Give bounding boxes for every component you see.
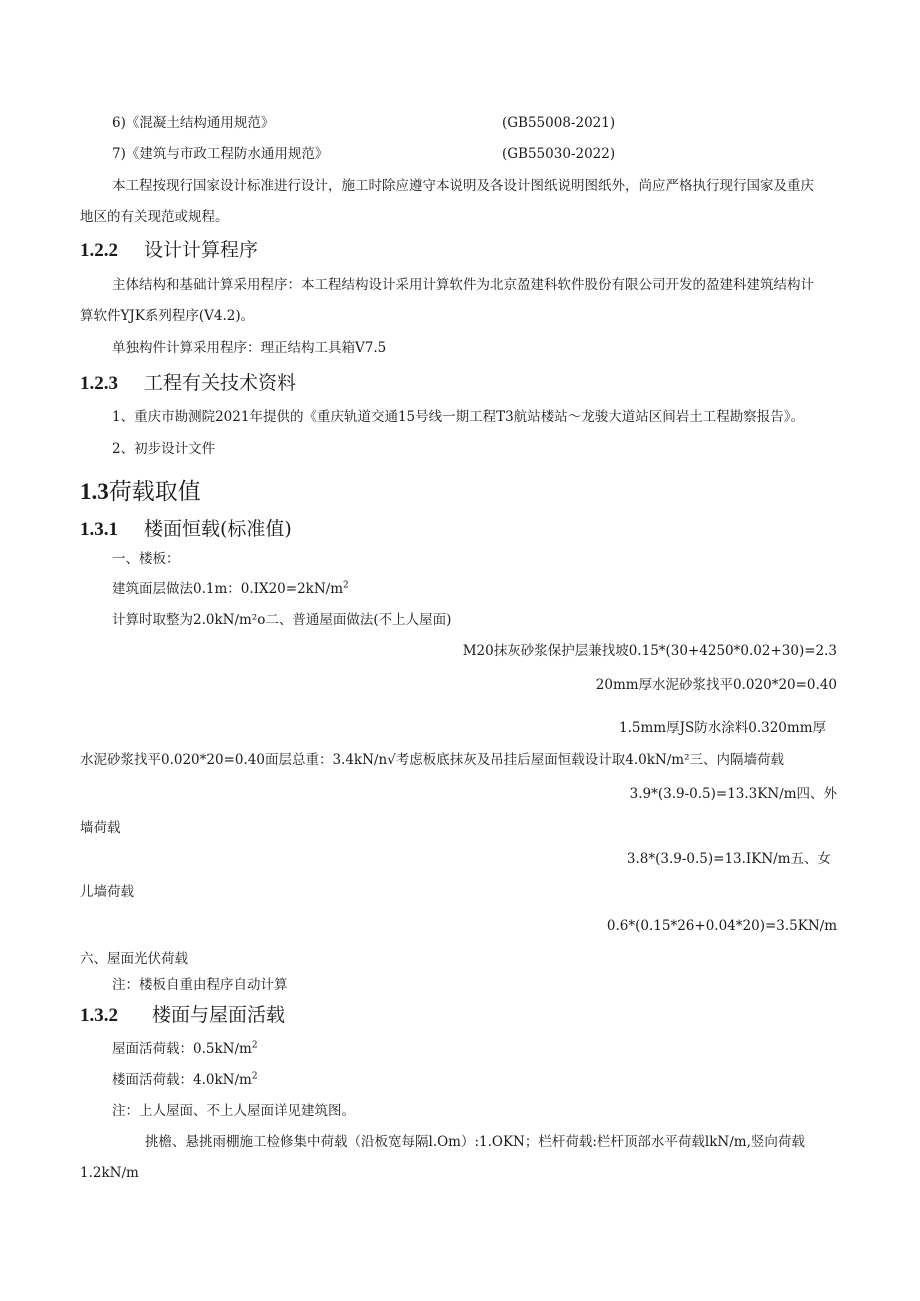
s123-item-2: 2、初步设计文件 (112, 441, 216, 457)
section-number: 1.3.1 (80, 519, 118, 540)
standard-7-code: (GB55030-2022) (502, 146, 616, 162)
s123-item-1: 1、重庆市勘测院2021年提供的《重庆轨道交通15号线一期工程T3航站楼站～龙骏大道站区间岩土工程勘察报告》。 (112, 409, 804, 425)
s131-line-3: M20抹灰砂浆保护层兼找坡0.15*(30+4250*0.02+30)=2.3 (462, 643, 837, 659)
section-heading-1-2-3 (80, 371, 296, 396)
standard-6-name: 6)《混凝土结构通用规范》 (112, 115, 275, 131)
standard-6-code: (GB55008-2021) (502, 115, 616, 131)
section-heading-1-3-1 (80, 517, 292, 542)
s131-line-8: 墙荷载 (80, 820, 121, 836)
s131-line-6: 水泥砂浆找平0.020*20=0.40面层总重：3.4kN∕n√考虑板底抹灰及吊挂后屋面恒载设计取4.0kN∕m²三、内隔墙荷载 (80, 752, 784, 768)
s131-line-7: 3.9*(3.9-0.5)=13.3KN∕m四、外 (629, 786, 837, 802)
intro-line-2: 地区的有关现范或规程。 (80, 209, 229, 225)
standard-7-name: 7)《建筑与市政工程防水通用规范》 (112, 146, 329, 162)
section-title: 楼面恒载(标准值) (144, 518, 292, 540)
s131-line-12: 六、屋面光伏荷载 (80, 951, 188, 967)
section-title: 楼面与屋面活载 (152, 1004, 286, 1026)
section-title: 设计计算程序 (144, 239, 259, 261)
section-number: 1.2.2 (80, 240, 118, 261)
s132-p1-line-2: 1.2kN∕m (80, 1165, 139, 1181)
s122-p2: 单独构件计算采用程序：理正结构工具箱V7.5 (112, 340, 387, 356)
s131-line-5: 1.5mm厚JS防水涂料0.320mm厚 (619, 720, 826, 736)
section-title: 荷载取值 (108, 479, 201, 505)
section-heading-1-3-2 (80, 1003, 285, 1028)
s131-line-11: 0.6*(0.15*26+0.04*20)=3.5KN∕m (606, 918, 837, 934)
s131-note: 注：楼板自重由程序自动计算 (112, 977, 288, 993)
s131-line-4: 20mm厚水泥砂浆找平0.020*20=0.40 (595, 677, 837, 693)
intro-line-1: 本工程按现行国家设计标准进行设计，施工时除应遵守本说明及各设计图纸说明图纸外，尚应严格执行现行国家及重庆 (112, 178, 814, 194)
s131-line-10: 儿墙荷载 (80, 884, 134, 900)
section-title: 工程有关技术资料 (144, 372, 297, 394)
s132-roof-live-load: 屋面活荷载：$0.5kN∕m^2$ (112, 1040, 258, 1057)
section-number: 1.3 (80, 479, 109, 504)
section-heading-1-2-2 (80, 238, 258, 263)
section-number: 1.3.2 (80, 1005, 118, 1026)
section-heading-1-3 (80, 478, 201, 506)
s131-line-2: 计算时取整为2.0kN∕m²o二、普通屋面做法(不上人屋面) (112, 612, 452, 628)
s122-p1-line-2: 算软件YJK系列程序(V4.2)。 (80, 308, 255, 324)
s132-note: 注：上人屋面、不上人屋面详见建筑图。 (112, 1103, 355, 1119)
s122-p1-line-1: 主体结构和基础计算采用程序：本工程结构设计采用计算软件为北京盈建科软件股份有限公司开发的盈建科建筑结构计 (112, 277, 814, 293)
s132-p1-line-1: 挑檐、悬挑雨棚施工检修集中荷载（沿板宽每隔l.Om）:1.OKN；栏杆荷载:栏杆顶部水平荷载lkN∕m,竖向荷载 (145, 1134, 805, 1150)
s132-floor-live-load: 楼面活荷载：$4.0kN∕m^2$ (112, 1071, 258, 1088)
section-number: 1.2.3 (80, 373, 118, 394)
s131-slab-label: 一、楼板： (112, 551, 180, 567)
s131-line-1: 建筑面层做法0.1m：$0.IX20=2kN∕m^2$ (112, 580, 349, 597)
s131-line-9: 3.8*(3.9-0.5)=13.IKN/m五、女 (626, 851, 831, 867)
